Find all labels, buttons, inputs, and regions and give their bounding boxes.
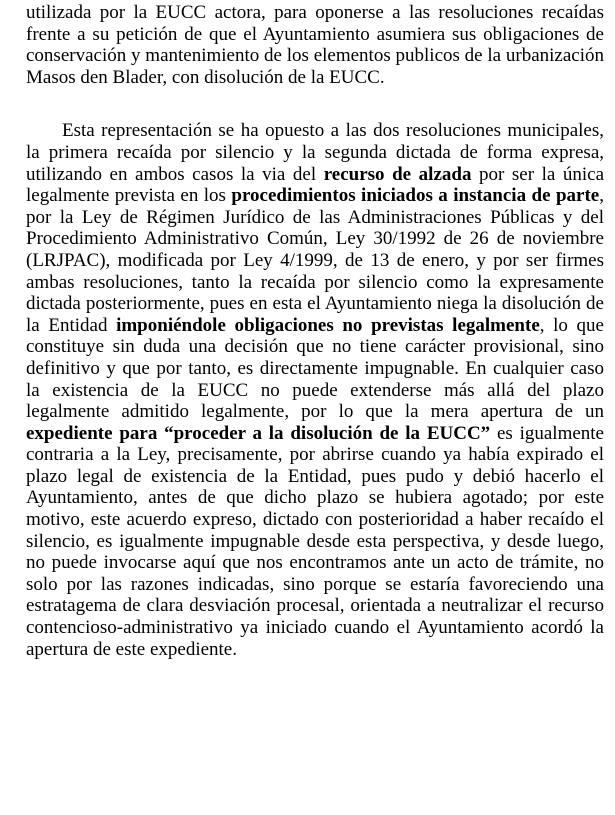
paragraph-2-segment: , por la Ley de Régimen Jurídico de las Administraciones Públicas y del Procedimiento Administrativo Común, Ley 30/1992 de 26 de noviembre (LRJPAC), modificada por Ley 4/1999, de 13 de enero, y por ser firmes ambas resoluciones, tanto la recaída por silencio como la expresamente dictada posteriormente, pues en esta el Ayuntamiento niega la disolución de la Entidad xyxy=(26,185,604,336)
paragraph-1-text: utilizada por la EUCC actora, para oponerse a las resoluciones recaídas frente a su petición de que el Ayuntamiento asumiera sus obligaciones de conservación y mantenimiento de los elementos publicos de la urbanización Masos den Blader, con disolución de la EUCC. xyxy=(26,2,604,88)
paragraph-2 xyxy=(26,120,604,660)
bold-phrase-procedimientos: procedimientos iniciados a instancia de parte xyxy=(231,185,600,207)
bold-phrase-expediente: expediente para “proceder a la disolución de la EUCC” xyxy=(26,422,491,444)
paragraph-2-segment: , lo que constituye sin duda una decisión que no tiene carácter provisional, sino definitivo y que por tanto, es directamente impugnable. En cualquier caso la existencia de la EUCC no puede extenderse más allá del plazo legalmente admitido legalmente, por lo que la mera apertura de un xyxy=(26,314,604,423)
paragraph-2-segment: por ser la única legalmente prevista en los xyxy=(26,163,605,207)
paragraph-2-segment: Esta representación se ha opuesto a las dos resoluciones municipales, la primera recaída por silencio y la segunda dictada de forma expresa, utilizando en ambos casos la via del xyxy=(26,120,604,185)
paragraph-1 xyxy=(26,0,604,88)
bold-phrase-obligaciones: imponiéndole obligaciones no previstas legalmente xyxy=(116,314,540,336)
paragraph-2-segment: es igualmente contraria a la Ley, precisamente, por abrirse cuando ya había expirado el plazo legal de existencia de la Entidad, pues pudo y debió hacerlo el Ayuntamiento, antes de que dicho plazo se hubiera agotado; por este motivo, este acuerdo expreso, dictado con posterioridad a haber recaído el silencio, es igualmente impugnable desde esta perspectiva, y desde luego, no puede invocarse aquí que nos encontramos ante un acto de trámite, no solo por las razones indicadas, sino porque se estaría favoreciendo una estratagema de clara desviación procesal, orientada a neutralizar el recurso contencioso-administrativo ya iniciado cuando el Ayuntamiento acordó la apertura de este expediente. xyxy=(26,422,604,660)
bold-phrase-recurso-de-alzada: recurso de alzada xyxy=(323,163,472,185)
